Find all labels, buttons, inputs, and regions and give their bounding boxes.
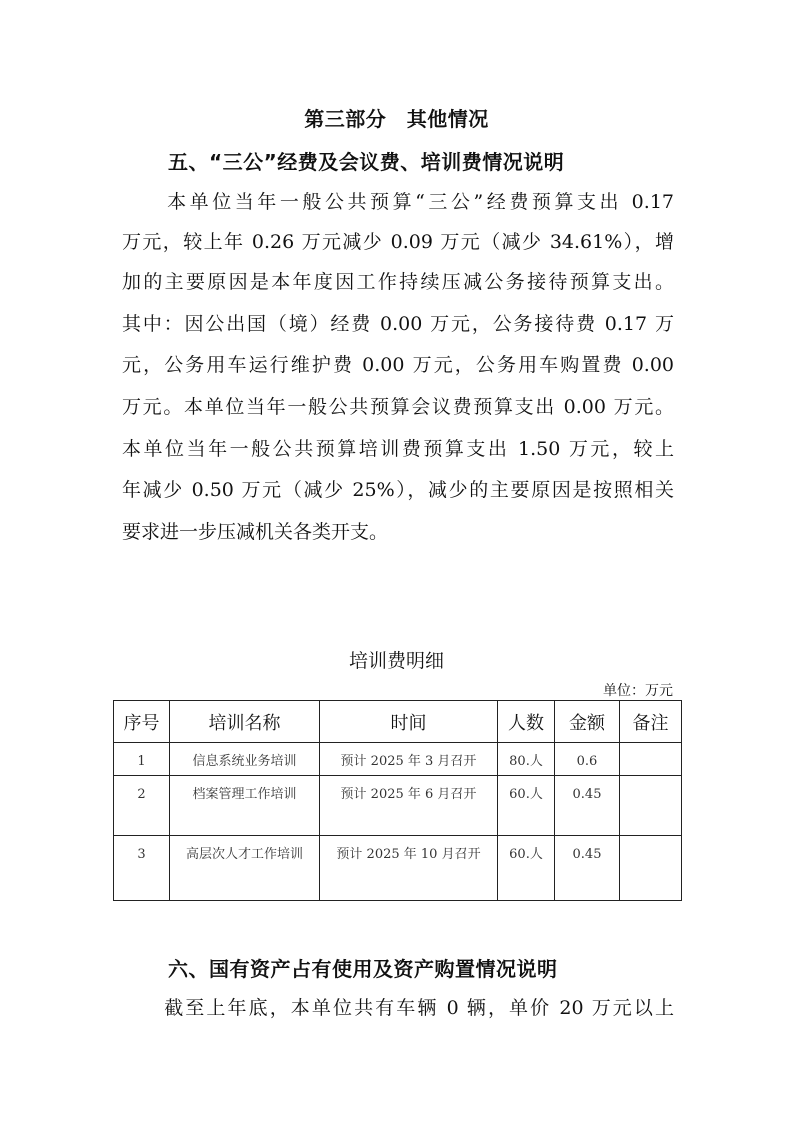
paragraph-line: 截至上年底，本单位共有车辆 0 辆，单价 20 万元以上 — [122, 997, 674, 1019]
section-heading-six: 六、国有资产占有使用及资产购置情况说明 — [168, 957, 558, 981]
paragraph-line: 本单位当年一般公共预算“三公”经费预算支出 0.17 — [122, 191, 674, 213]
cell-time: 预计 2025 年 10 月召开 — [320, 836, 498, 901]
paragraph-line: 万元。本单位当年一般公共预算会议费预算支出 0.00 万元。 — [122, 396, 674, 418]
paragraph-line: 万元，较上年 0.26 万元减少 0.09 万元（减少 34.61%），增 — [122, 231, 674, 253]
cell-amount: 0.45 — [555, 836, 620, 901]
cell-amount: 0.45 — [555, 776, 620, 836]
table-header-row — [114, 701, 682, 743]
header-remark: 备注 — [620, 701, 682, 743]
paragraph-line: 年减少 0.50 万元（减少 25%），减少的主要原因是按照相关 — [122, 479, 674, 501]
paragraph-line: 其中：因公出国（境）经费 0.00 万元，公务接待费 0.17 万 — [122, 313, 674, 335]
cell-remark — [620, 836, 682, 901]
cell-remark — [620, 743, 682, 776]
cell-remark — [620, 776, 682, 836]
cell-seq: 3 — [114, 836, 170, 901]
cell-seq: 1 — [114, 743, 170, 776]
cell-people: 60.人 — [498, 776, 555, 836]
cell-people: 80.人 — [498, 743, 555, 776]
section-heading-five: 五、“三公”经费及会议费、培训费情况说明 — [168, 150, 565, 174]
cell-amount: 0.6 — [555, 743, 620, 776]
table-row — [114, 836, 682, 901]
cell-time: 预计 2025 年 6 月召开 — [320, 776, 498, 836]
header-name: 培训名称 — [170, 701, 320, 743]
paragraph-line: 加的主要原因是本年度因工作持续压减公务接待预算支出。 — [122, 271, 674, 293]
part-title: 第三部分 其他情况 — [304, 107, 489, 131]
table-row — [114, 743, 682, 776]
cell-time: 预计 2025 年 3 月召开 — [320, 743, 498, 776]
cell-name: 档案管理工作培训 — [170, 776, 320, 836]
cell-seq: 2 — [114, 776, 170, 836]
training-fee-table — [113, 700, 682, 901]
table-row — [114, 776, 682, 836]
paragraph-line: 元，公务用车运行维护费 0.00 万元，公务用车购置费 0.00 — [122, 354, 674, 376]
unit-label: 单位：万元 — [603, 683, 673, 699]
header-people: 人数 — [498, 701, 555, 743]
paragraph-line: 本单位当年一般公共预算培训费预算支出 1.50 万元，较上 — [122, 438, 674, 460]
cell-name: 信息系统业务培训 — [170, 743, 320, 776]
cell-people: 60.人 — [498, 836, 555, 901]
header-seq: 序号 — [114, 701, 170, 743]
cell-name: 高层次人才工作培训 — [170, 836, 320, 901]
table-title: 培训费明细 — [348, 650, 444, 672]
header-time: 时间 — [320, 701, 498, 743]
header-amount: 金额 — [555, 701, 620, 743]
paragraph-line: 要求进一步压减机关各类开支。 — [122, 521, 389, 543]
